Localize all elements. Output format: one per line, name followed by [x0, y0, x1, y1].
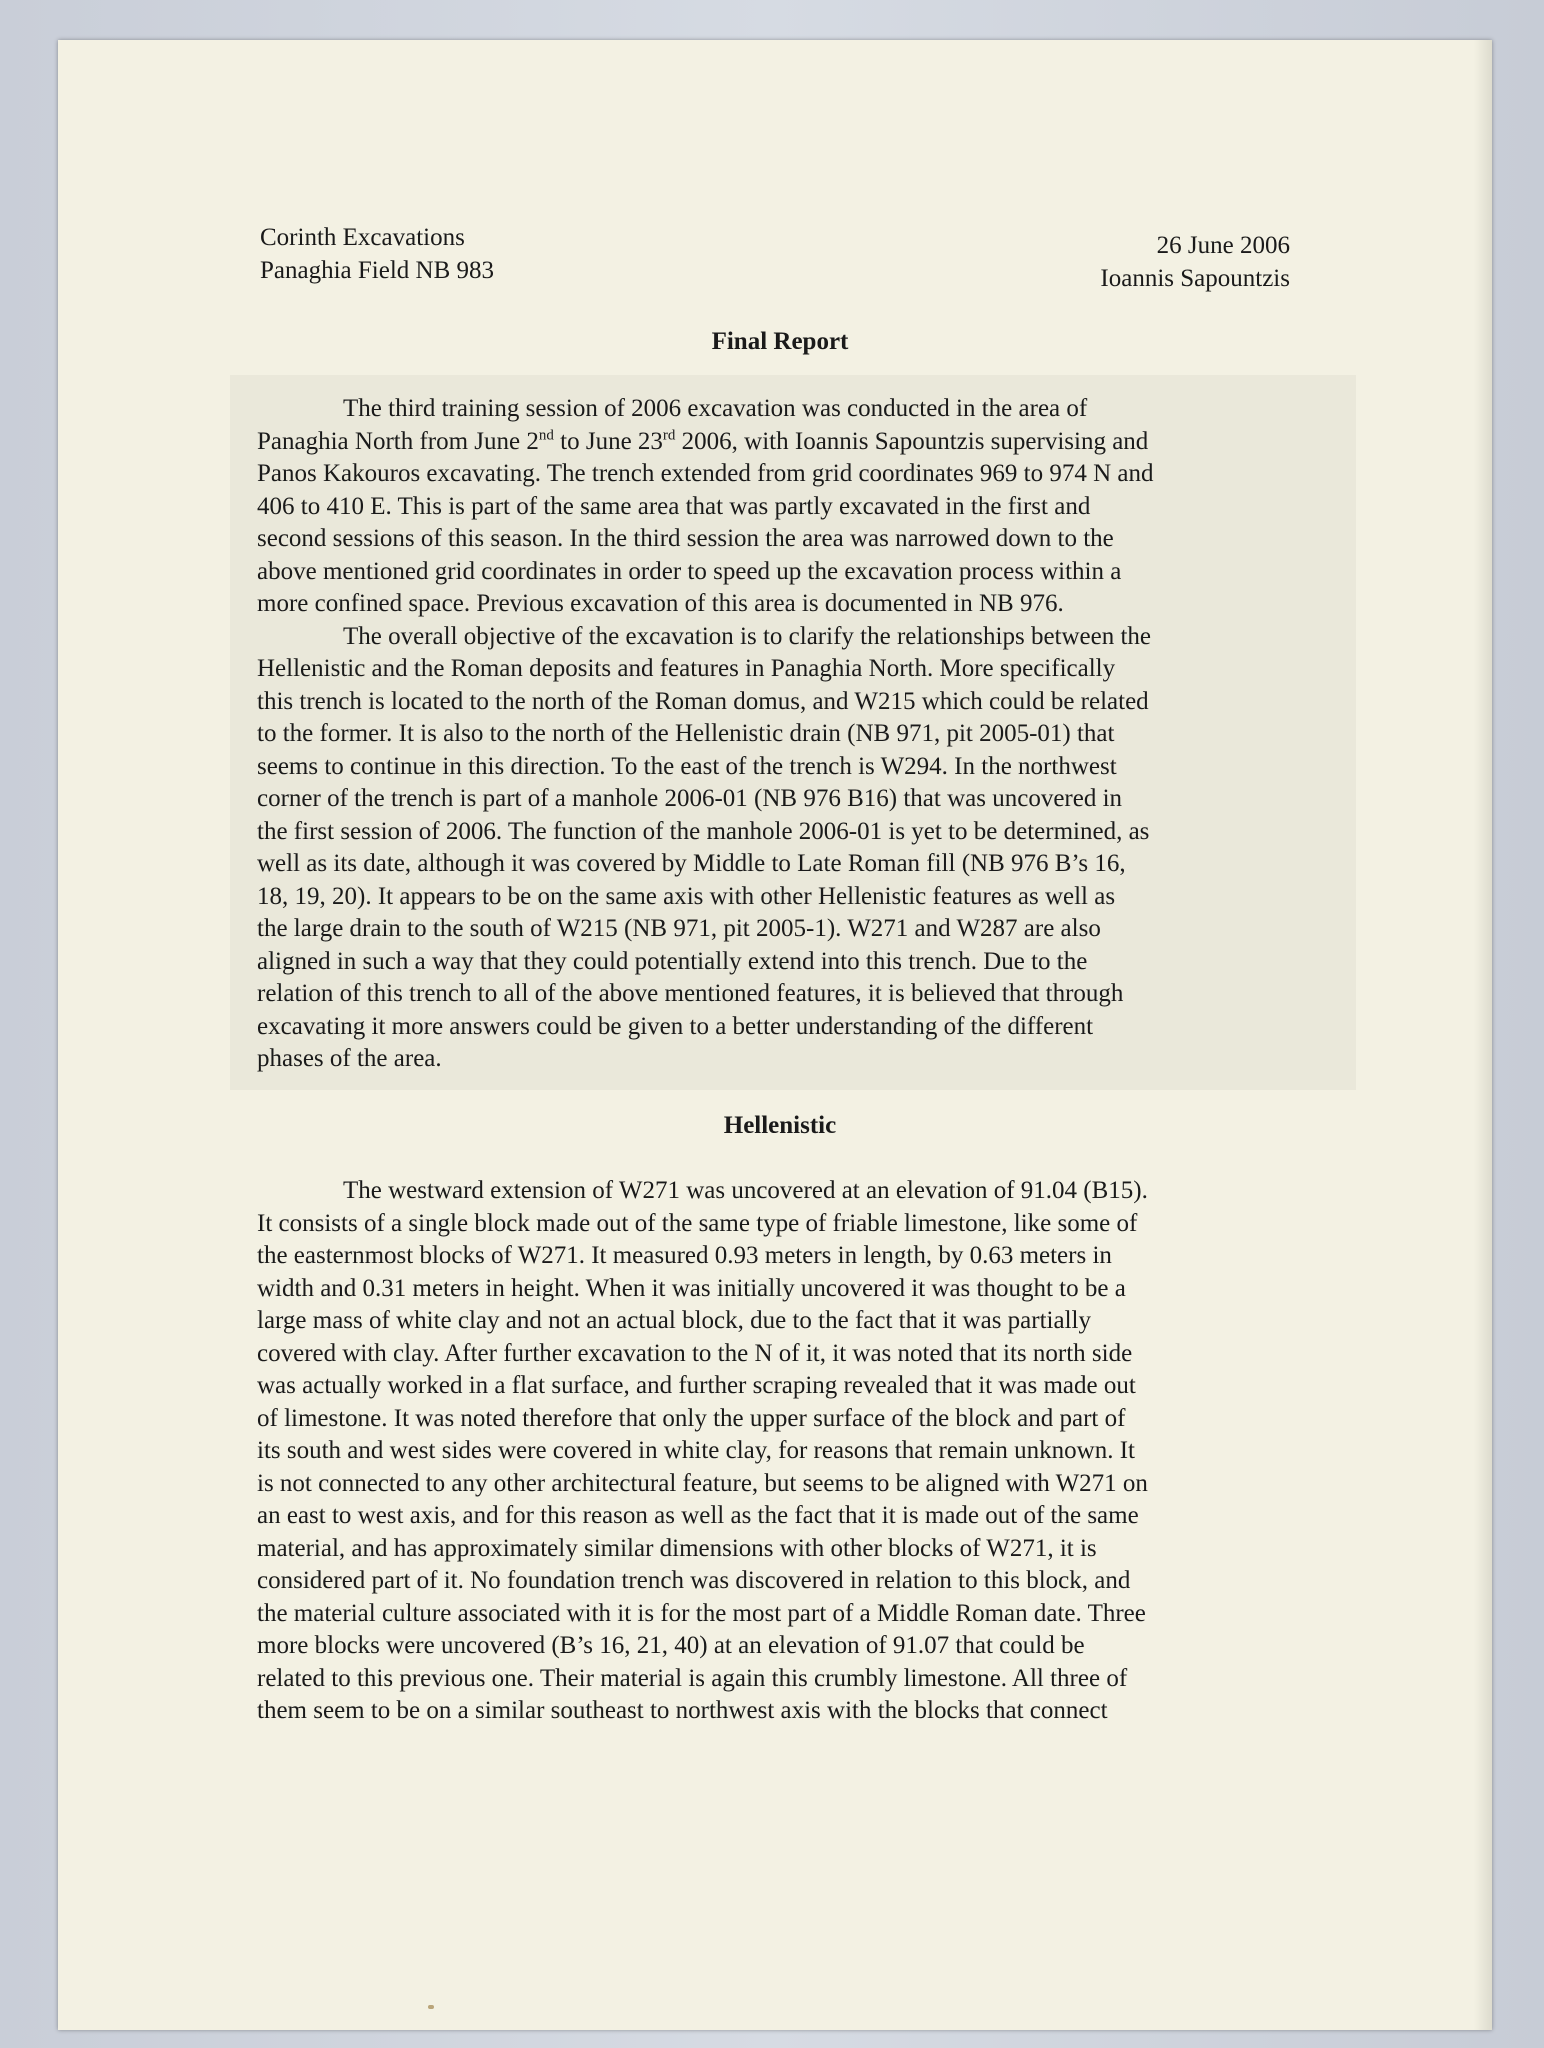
- p2-line: phases of the area.: [257, 1045, 442, 1072]
- p3-line: more blocks were uncovered (B’s 16, 21, 40) at an elevation of 91.07 that could be: [257, 1632, 1085, 1659]
- p3-line: material, and has approximately similar dimensions with other blocks of W271, it is: [257, 1534, 1097, 1562]
- p3-line: them seem to be on a similar southeast to northwest axis with the blocks that connect: [257, 1697, 1108, 1724]
- p2-line: corner of the trench is part of a manhole 2006-01 (NB 976 B16) that was uncovered in: [257, 785, 1123, 812]
- p3-line: considered part of it. No foundation trench was discovered in relation to this block, and: [257, 1567, 1131, 1594]
- p3-line: is not connected to any other architectural feature, but seems to be aligned with W271 on: [257, 1469, 1148, 1497]
- p1-l2-part-c: 2006, with Ioannis Sapountzis supervising and: [675, 427, 1149, 455]
- intro-paragraphs: [257, 393, 1297, 1076]
- p1-line: above mentioned grid coordinates in order to speed up the excavation process within a: [257, 557, 1122, 585]
- p2-line: Hellenistic and the Roman deposits and features in Panaghia North. More specifically: [257, 655, 1116, 682]
- p3-line: was actually worked in a flat surface, and further scraping revealed that it was made out: [257, 1372, 1136, 1399]
- header-right: [1040, 230, 1290, 295]
- paper-edge-shadow: [1474, 40, 1492, 2030]
- p1-line: more confined space. Previous excavation of this area is documented in NB 976.: [257, 590, 1064, 617]
- p3-line: related to this previous one. Their material is again this crumbly limestone. All three of: [257, 1664, 1128, 1692]
- header-institution: Corinth Excavations: [260, 224, 465, 251]
- header-left: [260, 222, 494, 287]
- p2-line: excavating it more answers could be given to a better understanding of the different: [257, 1012, 1094, 1040]
- p2-line: aligned in such a way that they could potentially extend into this trench. Due to the: [257, 947, 1088, 975]
- paper-speck: [428, 2005, 434, 2009]
- p1-l2-part-a: Panaghia North from June 2: [257, 427, 539, 455]
- p1-line: Panos Kakouros excavating. The trench extended from grid coordinates 969 to 974 N and: [257, 460, 1154, 487]
- header-author: Ioannis Sapountzis: [1100, 264, 1290, 292]
- p3-line: of limestone. It was noted therefore that only the upper surface of the block and part of: [257, 1404, 1126, 1432]
- p3-line: its south and west sides were covered in white clay, for reasons that remain unknown. It: [257, 1437, 1136, 1464]
- p2-line: this trench is located to the north of the Roman domus, and W215 which could be related: [257, 687, 1149, 715]
- p3-line: covered with clay. After further excavation to the N of it, it was noted that its north side: [257, 1339, 1133, 1367]
- p3-line: the easternmost blocks of W271. It measured 0.93 meters in length, by 0.63 meters in: [257, 1242, 1112, 1269]
- p2-line: the first session of 2006. The function of the manhole 2006-01 is yet to be determined, as: [257, 817, 1150, 845]
- p2-line: to the former. It is also to the north of the Hellenistic drain (NB 971, pit 2005-01) that: [257, 720, 1115, 747]
- p1-line: The third training session of 2006 excavation was conducted in the area of: [343, 395, 1088, 422]
- p2-line: 18, 19, 20). It appears to be on the same axis with other Hellenistic features as well as: [257, 882, 1116, 910]
- p3-line: It consists of a single block made out of the same type of friable limestone, like some of: [257, 1209, 1138, 1237]
- p1-line-with-dates: [257, 426, 1297, 459]
- p3-line: an east to west axis, and for this reason as well as the fact that it is made out of the same: [257, 1502, 1139, 1529]
- p3-line: the material culture associated with it is for the most part of a Middle Roman date. Three: [257, 1599, 1146, 1627]
- final-report-title: Final Report: [711, 328, 849, 355]
- p2-line: seems to continue in this direction. To the east of the trench is W294. In the northwest: [257, 752, 1117, 780]
- p3-line: large mass of white clay and not an actual block, due to the fact that it was partially: [257, 1307, 1091, 1334]
- header-date: 26 June 2006: [1156, 232, 1290, 259]
- p1-line: second sessions of this season. In the third session the area was narrowed down to the: [257, 525, 1114, 552]
- p1-l2-sup-nd: nd: [538, 427, 554, 444]
- p3-line: The westward extension of W271 was uncovered at an elevation of 91.04 (B15).: [343, 1177, 1148, 1204]
- header-notebook: Panaghia Field NB 983: [260, 256, 495, 284]
- p2-line: well as its date, although it was covered by Middle to Late Roman fill (NB 976 B’s 16,: [257, 850, 1126, 877]
- hellenistic-section-title: Hellenistic: [723, 1112, 837, 1139]
- p3-line: width and 0.31 meters in height. When it was initially uncovered it was thought to be a: [257, 1274, 1126, 1302]
- hellenistic-paragraph: [257, 1175, 1297, 1728]
- p1-l2-sup-rd: rd: [662, 427, 676, 444]
- p1-l2-part-b: to June 23: [553, 427, 663, 455]
- p2-line: The overall objective of the excavation is to clarify the relationships between the: [343, 622, 1152, 650]
- p1-line: 406 to 410 E. This is part of the same area that was partly excavated in the first and: [257, 492, 1091, 520]
- p2-line: the large drain to the south of W215 (NB 971, pit 2005-1). W271 and W287 are also: [257, 915, 1101, 942]
- p2-line: relation of this trench to all of the above mentioned features, it is believed that through: [257, 980, 1124, 1007]
